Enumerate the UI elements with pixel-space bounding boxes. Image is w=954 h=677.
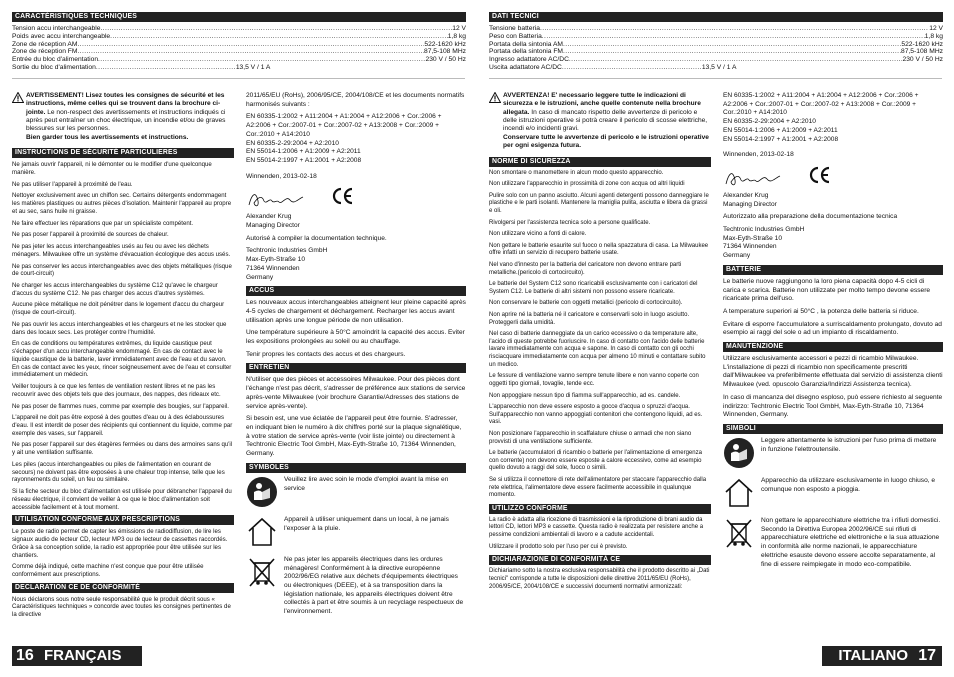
usage-header: UTILIZZO CONFORME [489,504,711,514]
safety-header: INSTRUCTIONS DE SÉCURITÉ PARTICULIERES [12,148,234,158]
usage-item: Le poste de radio permet de capter les émissions de radiodiffusion, de lire les signaux audio de lecteur CD, lecteur MP3 ou de lecteur de cassettes raccordés. Grâce à sa conception solide, la radio est appropriée pour être utilisée sur les chantiers. [12,528,228,559]
place-date: Winnenden, 2013-02-18 [723,151,794,159]
safety-item: Ne charger les accus interchangeables du système C12 qu'avec le chargeur d'accus du système C12. Ne pas charger des accus d'autres systèmes. [12,281,218,297]
batteries-item: Evitare di esporre l'accumulatore a surriscaldamento prolungato, dovuto ad esempio ai raggi del sole o ad un impianto di riscaldamento. [723,320,942,337]
safety-item: Se si utilizza il connettore di rete dell'alimentatore per staccare l'apparecchio dalla rete elettrica, l'alimentatore deve essere facilmente accessibile in qualunque momento. [489,477,707,499]
weee-bin-icon [246,556,278,588]
usage-header: UTILISATION CONFORME AUX PRESCRIPTIONS [12,515,234,525]
safety-item: Non gettare le batterie esaurite sul fuoco o nella spazzatura di casa. La Milwaukee offre infatti un servizio di recupero batterie usate. [489,242,709,257]
accus-item: Une température supérieure à 50°C amoindrit la capacité des accus. Eviter les expositions prolongées au soleil ou au chauffage. [246,329,465,346]
spec-row: Entrée du bloc d'alimentation ..... 230 V / 50 Hz [12,56,466,64]
spec-row: Peso con Batteria ..... 1,8 kg [489,33,943,41]
symbol-row [246,556,466,617]
safety-item: Ne jamais ouvrir l'appareil, ni le démonter ou le modifier d'une quelconque manière. [12,161,212,176]
signature [246,187,306,211]
symbol-text: Ne pas jeter les appareils électriques dans les ordures ménagères! Conformément à la directive européenne 2002/96/EG relative aux déchets d'équipements électriques ou électroniques (DEEE), et à sa transposition dans la législation nationale, les appareils électriques doivent être collectés à part et être soumis à un recyclage respectueux de l'environnement. [284,555,464,616]
spec-row: Tension accu interchangeable ..... 12 V [12,25,466,33]
symbol-text: Non gettare le apparecchiature elettriche tra i rifiuti domestici. Secondo la Direttiva Europea 2002/96/CE sui rifiuti di apparecchiature elettriche ed elettroniche e la sua attuazione in conformità alle norme nazionali, le apparecchiature elettriche esauste devono essere accolte separatamente, al fine di essere reimpiegate in modo eco-compatibile. [761,516,941,568]
accus-item: Tenir propres les contacts des accus et des chargeurs. [246,350,406,358]
maintenance-header: ENTRETIEN [246,363,466,373]
symbol-text: Leggere attentamente le istruzioni per l'uso prima di mettere in funzione l'elettroutensile. [761,436,937,453]
footer-bar [822,646,942,666]
safety-item: Nettoyer exclusivement avec un chiffon sec. Certains détergents endommagent les matières plastiques ou autres pièces d'isolation. Maintenir l'appareil au propre et au sec, sans huile ni graisse. [12,192,232,215]
right-column [246,92,466,640]
right-column [723,92,943,640]
spec-row: Portata della sintonia AM ..... 522-1620 kHz [489,41,943,49]
symbol-text: Appareil à utiliser uniquement dans un local, à ne jamais l'exposer à la pluie. [284,515,449,532]
spec-row: Poids avec accu interchangeable ..... 1,8 kg [12,33,466,41]
company-street: Max-Eyth-Straße 10 [246,256,305,264]
warning-icon [12,92,24,103]
warning-block [12,92,234,142]
norm-line: EN 60335-1:2002 + A11:2004 + A1:2004 + A12:2006 + Cor.:2006 + A2:2006 + Cor.:2007-01 + Cor.:2007-02 + A13:2008 + Cor.:2009 + Cor.:2010 + A14:2010 [723,92,919,117]
safety-item: Non posizionare l'apparecchio in scaffalature chiuse o armadi che non siano provvisti di una ventilazione sufficiente. [489,430,692,445]
norm-line: EN 55014-2:1997 + A1:2001 + A2:2008 [246,156,362,164]
safety-item: Nel caso di batterie danneggiate da un carico eccessivo o da temperature alte, l'acido di queste potrebbe fuoriuscire. In caso di contatto con l'acido delle batterie lavare immediatamente con acqua e sapone. In caso di contatto con gli occhi risciacquare immediatamente con acqua per almeno 10 minuti e contattare subito un medico. [489,331,706,368]
usage-item: Utilizzare il prodotto solo per l'uso per cui è previsto. [489,543,628,550]
footer-language: ITALIANO [838,647,909,664]
warning-block [489,92,711,151]
safety-item: Ne pas conserver les accus interchangeables avec des objets métalliques (risque de court-circuit) [12,262,232,278]
left-column [489,92,711,640]
safety-header: NORME DI SICUREZZA [489,157,711,167]
warning-keep: Conservare tutte le avvertenze di pericolo e le istruzioni operative per ogni esigenza futura. [503,133,709,150]
specs-header: DATI TECNICI [489,12,943,22]
spec-row: Tensione batteria ..... 12 V [489,25,943,33]
declaration-text: Nous déclarons sous notre seule responsabilité que le produit décrit sous « Caractéristiques techniques » concorde avec toutes les consignes pertinentes de la directive [12,595,231,619]
footer-bar [12,646,142,666]
usage-item: La radio è adatta alla ricezione di trasmissioni e la riproduzione di brani audio da lettori CD, lettori MP3 e cassette. Questa radio è realizzata per resistere anche a pessime condizioni ambientali di lavoro e a cadute accidentali. [489,516,704,539]
symbol-text: Apparecchio da utilizzare esclusivamente in luogo chiuso, e comunque non esposto a pioggia. [761,476,936,493]
safety-item: Non utilizzare l'apparecchio in prossimità di zone con acqua od altri liquidi [489,181,685,188]
maintenance-item: In caso di mancanza del disegno esploso, può essere richiesto al seguente indirizzo: Techtronic Electric Tool GmbH, Max-Eyth-Straße 10, 71364 Winnenden, Germany. [723,393,943,419]
left-column [12,92,234,640]
safety-item: Si la fiche secteur du bloc d'alimentation est utilisée pour débrancher l'appareil du réseau électrique, il convient de veiller à ce que le bloc d'alimentation soit accessible facilement et à tout moment. [12,488,232,511]
safety-item: En cas de conditions ou températures extrêmes, du liquide caustique peut s'échapper d'un accu interchangeable endommagé. En cas de contact avec le liquide caustique de la batterie, laver immédiatement avec de l'eau et du savon. En cas de contact avec les yeux, rincer soigneusement avec de l'eau et consulter immédiatement un médecin. [12,340,232,379]
spec-row: Sortie du bloc d'alimentation ..... 13,5 V / 1 A [12,64,466,72]
safety-item: Non appoggiare nessun tipo di fiamma sull'apparecchio, ad es. candele. [489,392,681,399]
footer-language: FRANÇAIS [43,647,122,664]
specs-header: CARACTÉRISTIQUES TECHNIQUES [12,12,466,22]
signature [723,166,783,190]
safety-item: Le fessure di ventilazione vanno sempre tenute libere e non vanno coperte con oggetti tipo giornali, tovaglie, tende ecc. [489,373,699,387]
symbol-row [723,437,943,469]
safety-item: L'appareil ne doit pas être exposé à des gouttes d'eau ou à des éclaboussures d'eau. Il est interdit de poser des récipients qui contiennent du liquide, comme par exemple des vases, sur l'appareil. [12,414,233,437]
safety-item: Aucune pièce métallique ne doit pénétrer dans le logement d'accu du chargeur (risque de court-circuit). [12,301,225,317]
declaration-header: DECLARATION CE DE CONFORMITÉ [12,583,234,593]
safety-item: Le batterie (accumulatori di ricambio o batterie per l'alimentazione di emergenza con corrente) non devono essere esposte a calore eccessivo, come ad esempio quello dovuto a raggi del sole, fuoco o simili. [489,450,702,472]
symbol-row [246,516,466,548]
spec-row: Uscita adattatore AC/DC ..... 13,5 V / 1 A [489,64,943,72]
page-number: 17 [918,647,936,664]
company-name: Techtronic Industries GmbH [246,247,328,255]
batteries-header: BATTERIE [723,265,943,275]
company-country: Germany [246,273,274,281]
divider [12,78,465,79]
safety-item: Non smontare o manomettere in alcun modo questo apparecchio. [489,169,664,176]
symbols-header: SIMBOLI [723,424,943,434]
symbol-text: Veuillez lire avec soin le mode d'emploi avant la mise en service [284,475,449,492]
specs-list [12,25,466,72]
maintenance-item: Si besoin est, une vue éclatée de l'appareil peut être fournie. S'adresser, en indiquant bien le numéro à dix chiffres porté sur la plaque signalétique, à votre station de service après-vente (voir liste jointe) ou directement à Techtronic Electric Tool GmbH, Max-Eyth-Straße 10, 71364 Winnenden, Germany. [246,415,462,458]
weee-bin-icon [723,517,755,549]
declaration-text: Dichiariamo sotto la nostra esclusiva responsabilità che il prodotto descritto ai „Dati tecnici" corrisponde a tutte le disposizioni delle direttive 2011/65/EU (RoHs), 2006/95/CE, 2004/108/CE e successivi documenti normativi armonizzati: [489,568,710,590]
declaration-cont: 2011/65/EU (RoHs), 2006/95/CE, 2004/108/CE et les documents normatifs harmonisés suivants : [246,92,465,108]
safety-item: Ne pas poser l'appareil à proximité de sources de chaleur. [12,231,169,239]
authorized-text: Autorisé à compiler la documentation technique. [246,234,387,242]
safety-item: Non utilizzare vicino a fonti di calore. [489,231,587,238]
norm-line: EN 60335-1:2002 + A11:2004 + A1:2004 + A12:2006 + Cor.:2006 + A2:2006 + Cor.:2007-01 + Cor.:2007-02 + A13:2008 + Cor.:2009 + Cor.:2010 + A14:2010 [246,113,442,138]
safety-item: Le batterie del System C12 sono ricaricabili esclusivamente con i caricatori del System C12. Le batterie di altri sistemi non possono essere ricaricate. [489,281,698,295]
company-name: Techtronic Industries GmbH [723,226,805,234]
norm-line: EN 60335-2-29:2004 + A2:2010 [723,118,816,126]
maintenance-item: N'utiliser que des pièces et accessoires Milwaukee. Pour des pièces dont l'échange n'est pas décrit, s'adresser de préférence aux stations de service après-vente Milwaukee (voir brochure Garantie/Adresses des stations de service après-vente). [246,376,466,410]
company-city: 71364 Winnenden [723,243,777,251]
norm-line: EN 60335-2-29:2004 + A2:2010 [246,139,339,147]
warning-icon [489,92,501,103]
safety-item: Ne pas jeter les accus interchangeables usés au feu ou avec les déchets ménagers. Milwaukee offre un système d'évacuation écologique des accus usés. [12,243,231,258]
safety-item: Ne pas utiliser l'appareil à proximité de l'eau. [12,180,133,188]
place-date: Winnenden, 2013-02-18 [246,172,317,180]
specs-list [489,25,943,72]
spec-row: Zone de réception AM ..... 522-1620 kHz [12,41,466,49]
indoor-use-icon [246,516,278,548]
symbols-header: SYMBOLES [246,463,466,473]
usage-item: Comme déjà indiqué, cette machine n'est conçue que pour être utilisée conformément aux prescriptions. [12,563,204,578]
maintenance-item: Utilizzare esclusivamente accessori e pezzi di ricambio Milwaukee. L'installazione di pezzi di ricambio non specificamente prescritti dall'Milwaukee va preferibilmente effettuata dal servizio di assistenza clienti Milwaukee (ved. opuscolo Garanzia/Indirizzi Assistenza tecnica). [723,355,943,389]
accus-header: ACCUS [246,286,466,296]
divider [489,78,942,79]
maintenance-header: MANUTENZIONE [723,342,943,352]
company-country: Germany [723,252,751,260]
signer-title: Managing Director [723,200,777,208]
signer-name: Alexander Krug [246,213,292,221]
warning-keep: Bien garder tous les avertissements et instructions. [26,133,189,141]
batteries-item: Le batterie nuove raggiungono la loro piena capacità dopo 4-5 cicli di carica e scarica. Batterie non utilizzate per molto tempo devone essere ricaricate prima dell'uso. [723,277,931,303]
norm-line: EN 55014-2:1997 + A1:2001 + A2:2008 [723,135,839,143]
safety-item: L'apparecchio non deve essere esposto a gocce d'acqua o spruzzi d'acqua. Sull'apparecchio non vanno appoggiati contenitori che contengono liquidi, ad es. vasi. [489,404,703,426]
norm-line: EN 55014-1:2006 + A1:2009 + A2:2011 [246,148,361,156]
read-manual-icon [246,476,278,508]
symbol-row [723,517,943,569]
signer-title: Managing Director [246,222,300,230]
warning-text: In caso di mancato rispetto delle avvertenze di pericolo e delle istruzioni operative si potrà creare il pericolo di scosse elettriche, incendi e/o incidenti gravi. [503,108,708,133]
warning-bold: AVERTISSEMENT! Lisez toutes les consignes de sécurité et les instructions, même celles qui se trouvent dans la brochure ci-jointe. [26,92,225,116]
ce-mark-icon [330,187,354,205]
declaration-header: DICHIARAZIONE DI CONFORMITÀ CE [489,555,711,565]
spec-row: Zone de réception FM ..... 87,5-108 MHz [12,48,466,56]
safety-item: Ne pas ouvrir les accus interchangeables et les chargeurs et ne les stocker que dans des locaux secs. Les protéger contre l'humidité. [12,320,227,336]
page-number: 16 [16,647,34,664]
warning-bold: AVVERTENZA! E' necessario leggere tutte le indicazioni di sicurezza e le istruzioni, anche quelle contenute nella brochure allegata. [503,92,701,116]
symbol-row [246,476,466,508]
page-italiano [477,0,954,677]
safety-item: Pulire solo con un panno asciutto. Alcuni agenti detergenti possono danneggiare le plastiche e le parti isolanti. Mantenere la maniglia pulita, asciutta e libera da grassi e oli. [489,192,709,214]
indoor-use-icon [723,477,755,509]
symbol-row [723,477,943,509]
safety-item: Les piles (accus interchangeables ou piles de l'alimentation en courant de secours) ne doivent pas être exposées à une chaleur trop intense, telle que les rayonnements du soleil, un feu ou similaire. [12,460,225,484]
specs-box [12,12,466,75]
safety-item: Non aprire né la batteria né il caricatore e conservarli solo in luogo asciutto. Proteggerli dalla umidità. [489,312,690,326]
safety-item: Rivolgersi per l'assistenza tecnica solo a persone qualificate. [489,219,651,226]
safety-item: Ne faire effectuer les réparations que par un spécialiste compétent. [12,219,194,227]
safety-item: Non conservare le batterie con oggetti metallici (pericolo di cortocircuito). [489,300,683,307]
warning-text: Le non-respect des avertissements et instructions indiqués ci après peut entraîner un choc électrique, un incendie et/ou de graves blessures sur les personnes. [26,108,226,133]
spec-row: Portata della sintonia FM ..... 87,5-108 MHz [489,48,943,56]
ce-mark-icon [807,166,831,184]
specs-box [489,12,943,75]
norm-line: EN 55014-1:2006 + A1:2009 + A2:2011 [723,126,838,134]
read-manual-icon [723,437,755,469]
safety-item: Ne pas poser l'appareil sur des étagères fermées ou dans des armoires sans qu'il y ait une ventilation suffisante. [12,441,233,457]
company-street: Max-Eyth-Straße 10 [723,234,782,242]
spec-row: Ingresso adattatore AC/DC ..... 230 V / 50 Hz [489,56,943,64]
safety-item: Ne pas poser de flammes nues, comme par exemple des bougies, sur l'appareil. [12,402,229,410]
batteries-item: A temperature superiori ai 50°C , la potenza delle batteria si riduce. [723,307,919,315]
company-city: 71364 Winnenden [246,264,300,272]
safety-item: Nel vano d'innesto per la batteria del caricatore non devono entrare parti metalliche.(pericolo di cortocircuito). [489,262,682,276]
authorized-text: Autorizzato alla preparazione della documentazione tecnica [723,213,898,221]
signer-name: Alexander Krug [723,191,769,199]
safety-item: Veiller toujours à ce que les fentes de ventilation restent libres et ne pas les recouvrir avec des objets tels que des journaux, des nappes, des rideaux etc. [12,383,221,398]
accus-item: Les nouveaux accus interchangeables atteignent leur pleine capacité après 4-5 cycles de chargement et déchargement. Recharger les accus avant utilisation après une longue période de non utilisation. [246,299,466,324]
